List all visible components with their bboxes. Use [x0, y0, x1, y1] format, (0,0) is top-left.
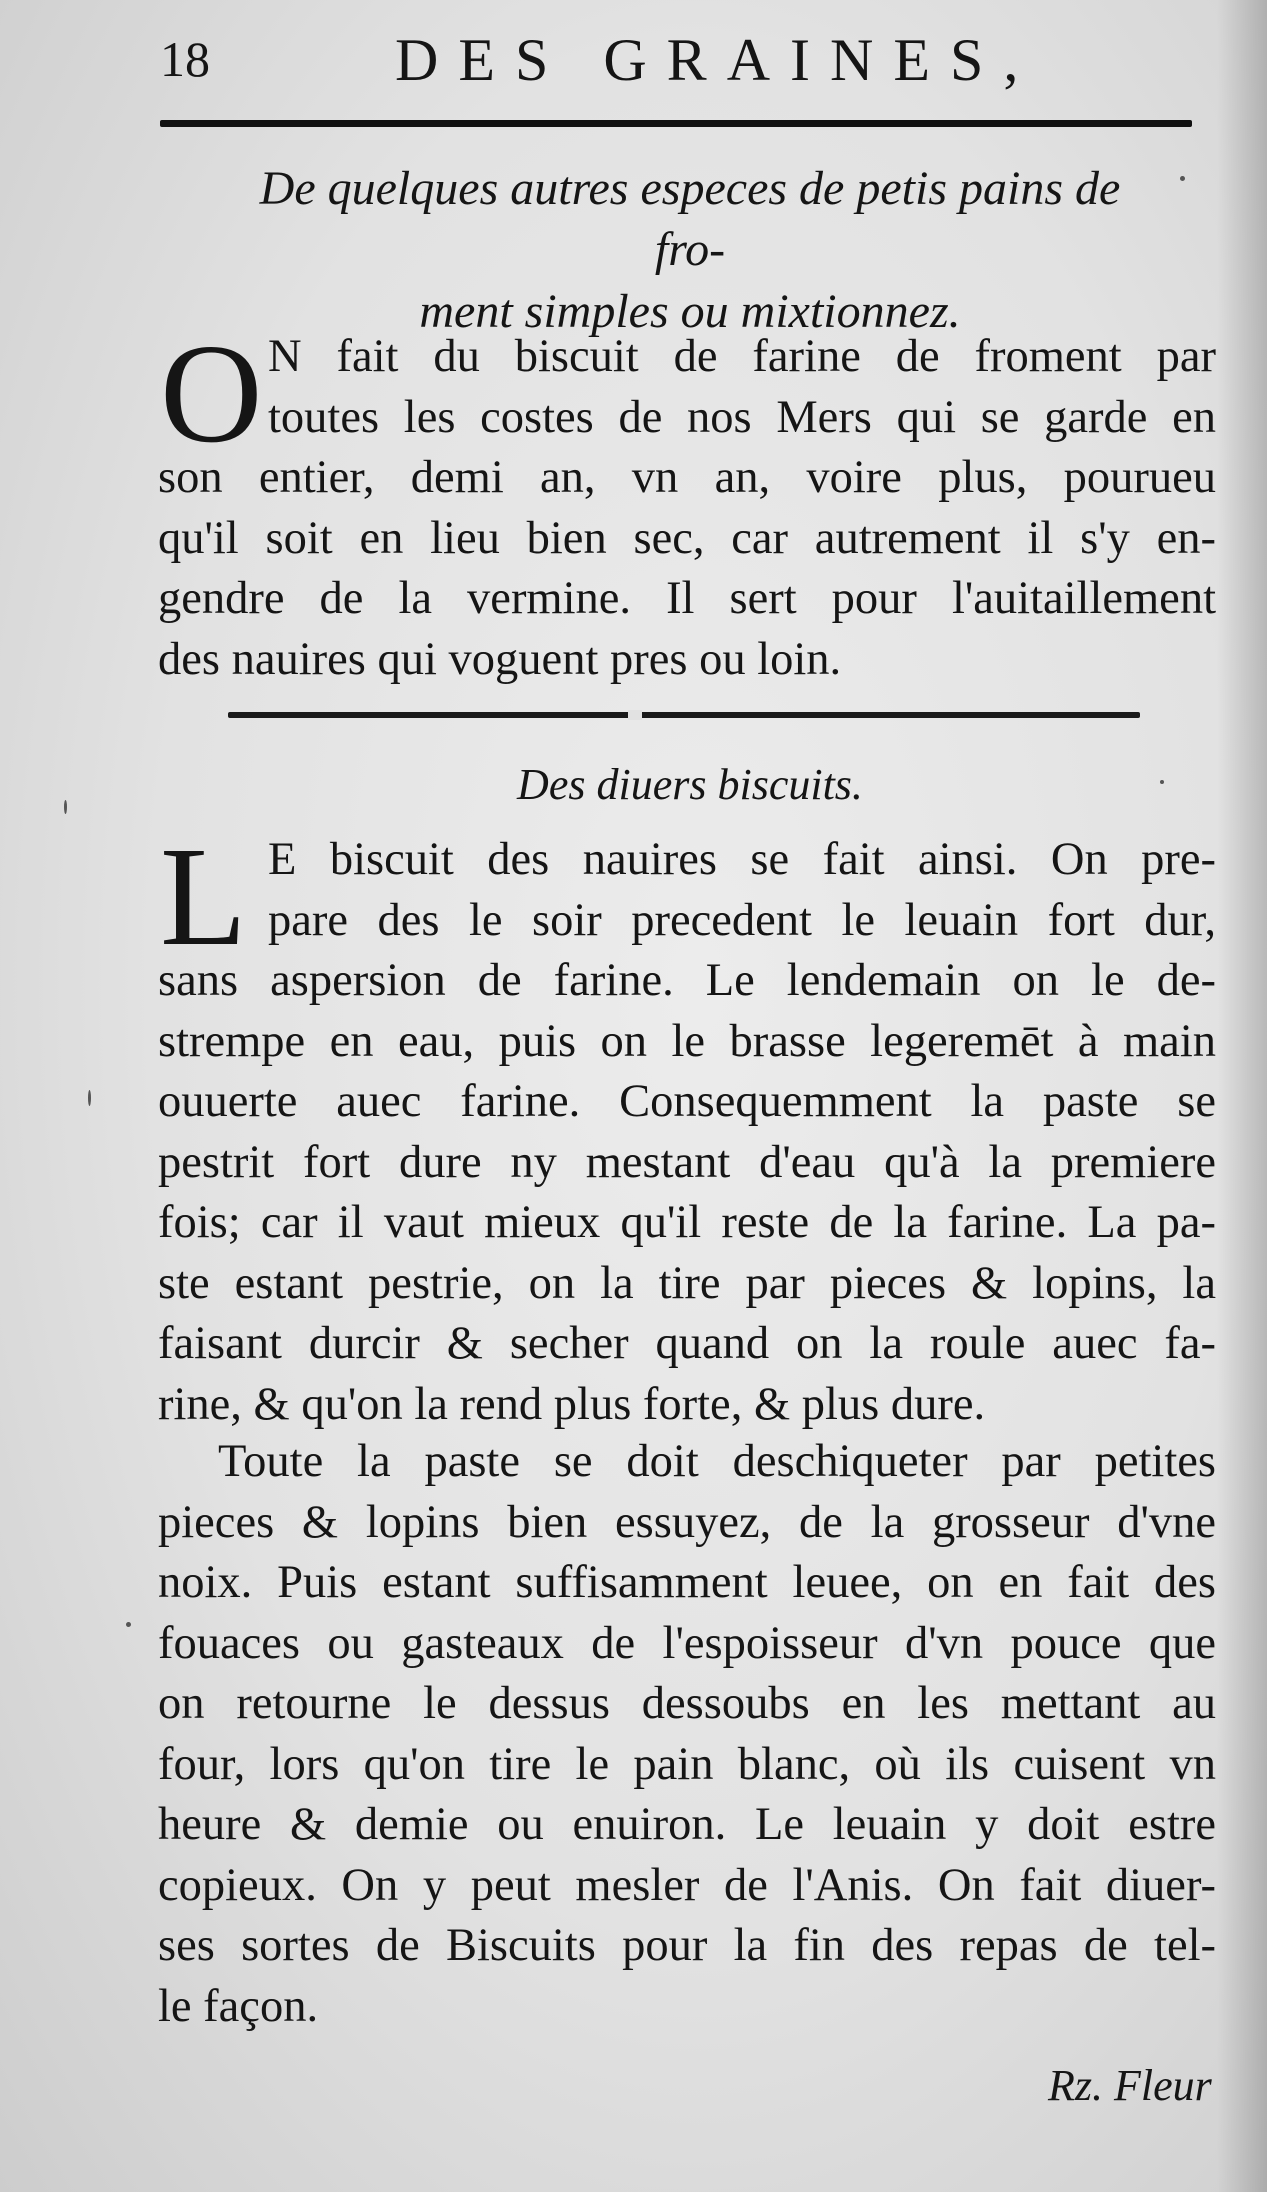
running-head — [160, 22, 1190, 102]
text-line: copieux. On y peut mesler de l'Anis. On fait diuer- — [158, 1859, 1216, 1911]
text-line: N fait du biscuit de farine de froment par — [268, 331, 1216, 382]
text-line: gendre de la vermine. Il sert pour l'auitaillement — [158, 573, 1216, 624]
header-rule — [160, 120, 1192, 127]
text-line: E biscuit des nauires se fait ainsi. On pre- — [268, 834, 1216, 885]
text-line: toutes les costes de nos Mers qui se garde en — [268, 391, 1216, 443]
text-line: ses sortes de Biscuits pour la fin des repas de tel- — [158, 1920, 1216, 1971]
paper-speck — [1160, 780, 1164, 784]
text-line: on retourne le dessus dessoubs en les mettant au — [158, 1678, 1216, 1729]
section-heading-1-line-2: ment simples ou mixtionnez. — [419, 284, 961, 338]
text-line: le façon. — [158, 1980, 319, 2032]
text-line: pieces & lopins bien essuyez, de la grosseur d'vne — [158, 1496, 1216, 1548]
section-divider-rule — [228, 712, 1140, 718]
paragraph-1 — [158, 327, 1216, 690]
paper-speck — [88, 1090, 91, 1106]
paper-speck — [1180, 176, 1185, 181]
section-heading-2: Des diuers biscuits. — [517, 760, 863, 809]
text-line: son entier, demi an, vn an, voire plus, pourueu — [158, 452, 1216, 503]
text-line: Toute la paste se doit deschiqueter par petites — [218, 1436, 1216, 1487]
text-line: heure & demie ou enuiron. Le leuain y doit estre — [158, 1799, 1216, 1850]
catchword: Rz. Fleur — [1048, 2061, 1212, 2110]
text-line: sans aspersion de farine. Le lendemain on le de- — [158, 955, 1216, 1006]
text-line: pestrit fort dure ny mestant d'eau qu'à la premiere — [158, 1136, 1216, 1188]
running-title: DES GRAINES, — [395, 27, 1039, 93]
text-line: four, lors qu'on tire le pain blanc, où ils cuisent vn — [158, 1738, 1216, 1790]
drop-cap-l: L — [160, 817, 247, 975]
text-line: pare des le soir precedent le leuain fort dur, — [268, 894, 1216, 946]
text-line: fois; car il vaut mieux qu'il reste de la farine. La pa- — [158, 1197, 1216, 1248]
paper-speck — [126, 1622, 131, 1627]
drop-cap-o: O — [160, 314, 263, 472]
page-number: 18 — [160, 31, 210, 87]
text-line: fouaces ou gasteaux de l'espoisseur d'vn pouce que — [158, 1617, 1216, 1669]
paragraph-2 — [158, 830, 1216, 1435]
text-line: strempe en eau, puis on le brasse legeremēt à main — [158, 1015, 1216, 1067]
divider-gap — [628, 710, 642, 720]
text-line: ouuerte auec farine. Consequemment la paste se — [158, 1076, 1216, 1127]
text-line: des nauires qui voguent pres ou loin. — [158, 633, 842, 685]
section-heading-1-line-1: De quelques autres especes de petis pains de fro- — [259, 162, 1121, 277]
text-line: ste estant pestrie, on la tire par pieces & lopins, la — [158, 1257, 1216, 1309]
paragraph-3 — [158, 1432, 1216, 2037]
text-line: rine, & qu'on la rend plus forte, & plus dure. — [158, 1378, 986, 1430]
section-heading-1 — [230, 158, 1150, 342]
paper-speck — [64, 800, 67, 814]
text-line: noix. Puis estant suffisamment leuee, on en fait des — [158, 1557, 1216, 1608]
text-line: qu'il soit en lieu bien sec, car autrement il s'y en- — [158, 512, 1216, 564]
text-line: faisant durcir & secher quand on la roule auec fa- — [158, 1318, 1216, 1369]
